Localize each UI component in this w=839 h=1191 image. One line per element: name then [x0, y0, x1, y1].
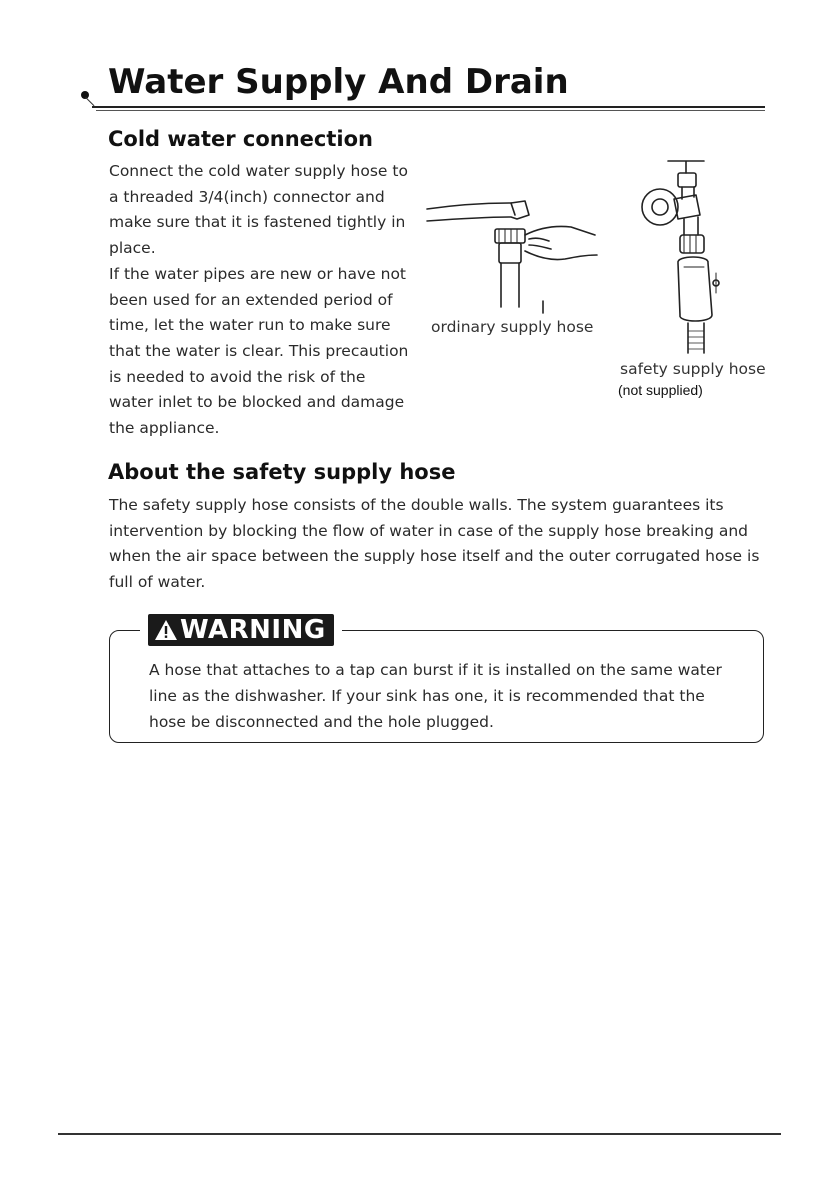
paragraph-line: Connect the cold water supply hose to: [109, 162, 408, 180]
warning-line: hose be disconnected and the hole plugged.: [149, 713, 494, 731]
wall-flange: [642, 189, 678, 225]
safety-hose-paragraph: [109, 493, 759, 596]
paragraph-line: make sure that it is fastened tightly in: [109, 213, 406, 232]
paragraph-line: full of water.: [109, 573, 206, 592]
title-rule: [92, 106, 765, 108]
paragraph-line: the appliance.: [109, 419, 220, 438]
paragraph-line: a threaded 3/4(inch) connector and: [109, 187, 385, 206]
footer-rule: [58, 1133, 781, 1135]
warning-line: A hose that attaches to a tap can burst if it is installed on the same water: [149, 661, 722, 679]
warning-badge-inner: [148, 614, 334, 646]
paragraph-line: time, let the water run to make sure: [109, 316, 391, 335]
paragraph-line: water inlet to be blocked and damage: [109, 393, 405, 412]
warning-text: [149, 657, 722, 735]
ordinary-hose: [501, 263, 519, 307]
paragraph-line: that the water is clear. This precaution: [109, 341, 409, 360]
paragraph-line: when the air space between the supply hose itself and the outer corrugated hose is: [109, 547, 760, 566]
safety-hose-heading: About the safety supply hose: [108, 460, 456, 484]
tap-handle: [668, 161, 704, 173]
safety-hose-caption: safety supply hose: [620, 360, 766, 378]
paragraph-line: If the water pipes are new or have not: [109, 264, 407, 283]
title-rule-connector: [85, 97, 94, 106]
warning-triangle-icon: [154, 619, 178, 641]
page-title: Water Supply And Drain: [108, 62, 569, 102]
ordinary-hose-caption: ordinary supply hose: [431, 318, 594, 336]
paragraph-line: The safety supply hose consists of the double walls. The system guarantees its: [109, 496, 724, 514]
paragraph-line: intervention by blocking the flow of water in case of the supply hose breaking and: [109, 521, 749, 540]
paragraph-line: is needed to avoid the risk of the: [109, 367, 366, 386]
cold-water-paragraph: [109, 159, 408, 442]
hand: [525, 226, 597, 259]
warning-label: WARNING: [180, 615, 326, 645]
cold-water-heading: Cold water connection: [108, 127, 373, 151]
paragraph-line: place.: [109, 239, 156, 258]
warning-line: line as the dishwasher. If your sink has one, it is recommended that the: [149, 687, 705, 705]
paragraph-line: been used for an extended period of: [109, 290, 393, 309]
title-rule-thin: [96, 110, 765, 111]
warning-badge: [140, 613, 342, 647]
safety-supply-hose-illustration: [638, 155, 748, 355]
safety-hose-note: (not supplied): [618, 382, 703, 398]
corrugated-hose: [688, 323, 704, 353]
ordinary-supply-hose-illustration: [425, 195, 605, 315]
